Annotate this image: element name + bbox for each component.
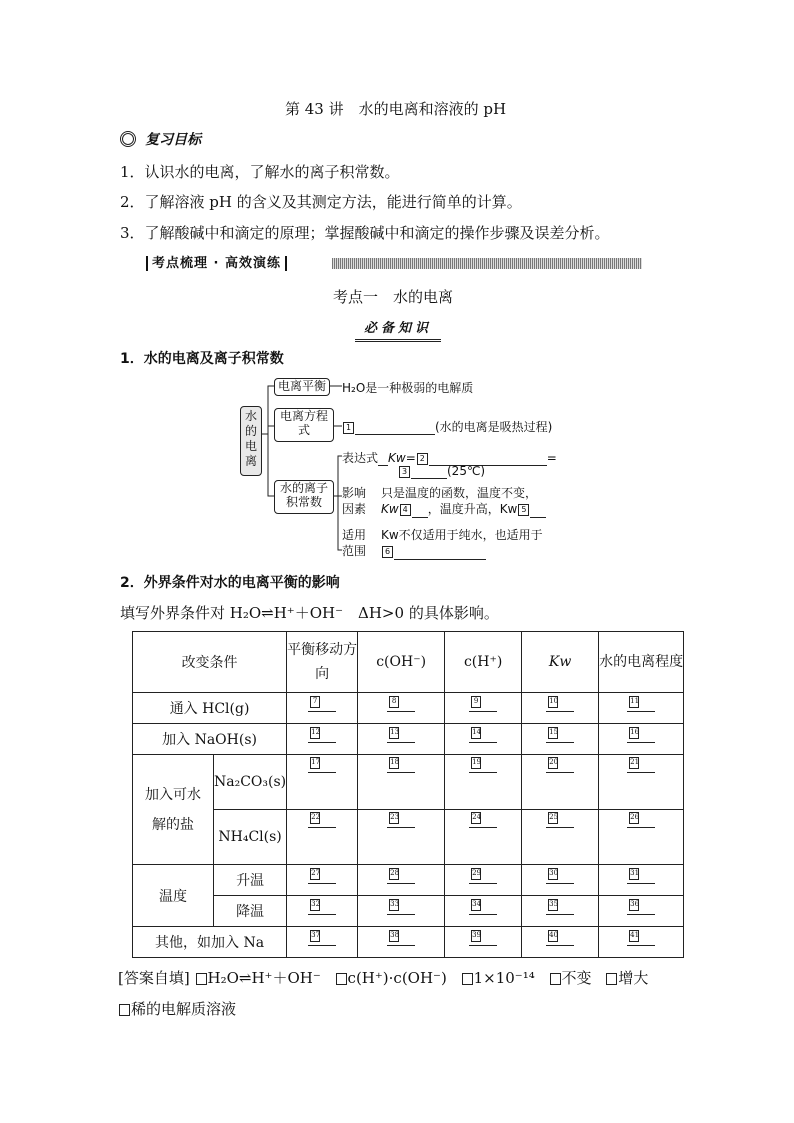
table-row: 加入可水解的盐 Na₂CO₃(s) 17 18 19 20 21 [133, 755, 684, 810]
blank-3-line [411, 464, 447, 479]
kaodian-title: 考点一 水的电离 [333, 288, 454, 306]
blank-3-box: 3 [399, 466, 410, 478]
answer-box-6 [119, 1004, 130, 1016]
answer-box-5 [606, 973, 617, 985]
section-2-heading: 2．外界条件对水的电离平衡的影响 [120, 575, 340, 591]
banner-stripe [332, 258, 642, 269]
blank-1-box: 1 [343, 422, 354, 434]
ionization-mindmap [238, 372, 558, 567]
mindmap-equation-note: (水的电离是吸热过程) [435, 420, 553, 434]
th-c-h: c(H⁺) [445, 632, 522, 693]
review-item-3: 3．了解酸碱中和滴定的原理；掌握酸碱中和滴定的操作步骤及误差分析。 [120, 224, 610, 242]
table-row: NH₄Cl(s) 22 23 24 25 26 [133, 810, 684, 865]
answer-box-4 [550, 973, 561, 985]
mindmap-infl-text: 只是温度的函数，温度不变， Kw 4 ，温度升高，Kw 5 [381, 485, 546, 518]
mindmap-equation-row [342, 418, 552, 435]
section-banner [146, 256, 646, 271]
mindmap-node-equation: 电离方程式 [274, 408, 334, 442]
mindmap-equilibrium-text: H₂O是一种极弱的电解质 [342, 381, 474, 395]
influence-table [132, 631, 684, 958]
fill-intro: 填写外界条件对 H₂O⇌H⁺＋OH⁻ ΔH>0 的具体影响。 [120, 604, 499, 622]
bibei-badge: 必备知识 [355, 317, 441, 342]
blank-1-line [355, 420, 435, 435]
mindmap-scope-label: 适用 范围 [342, 528, 367, 558]
th-kw: Kw [522, 632, 599, 693]
table-row: 温度 升温 27 28 29 30 31 [133, 865, 684, 896]
mindmap-node-kw: 水的离子积常数 [274, 480, 334, 514]
th-c-oh: c(OH⁻) [358, 632, 445, 693]
blank-5-box: 5 [518, 504, 529, 516]
blank-4-box: 4 [400, 504, 411, 516]
review-item-2: 2．了解溶液 pH 的含义及其测定方法，能进行简单的计算。 [120, 193, 522, 211]
mindmap-root: 水的电离 [240, 406, 262, 476]
review-item-1: 1．认识水的电离，了解水的离子积常数。 [120, 163, 400, 181]
review-heading: 复习目标 [120, 128, 201, 149]
mindmap-expr-row: 表达式 Kw= 2 = [342, 451, 557, 465]
table-row: 加入 NaOH(s) 12 13 14 15 16 [133, 724, 684, 755]
mindmap-scope-text: Kw不仅适用于纯水，也适用于 6 [381, 527, 543, 560]
th-condition: 改变条件 [133, 632, 287, 693]
banner-label: 考点梳理 · 高效演练 [146, 256, 287, 271]
table-row: 降温 32 33 34 35 36 [133, 896, 684, 927]
mindmap-infl-label: 影响 因素 [342, 486, 367, 516]
mindmap-expr-row-2: 3 (25℃) [398, 464, 485, 479]
blank-2-box: 2 [417, 453, 428, 465]
mindmap-node-equilibrium: 电离平衡 [274, 378, 330, 396]
target-icon [120, 131, 136, 147]
answers-line-2: 稀的电解质溶液 [118, 998, 236, 1019]
table-row: 其他，如加入 Na 37 38 39 40 41 [133, 927, 684, 958]
th-direction: 平衡移动方向 [287, 632, 358, 693]
answer-box-2 [336, 973, 347, 985]
section-1-heading: 1．水的电离及离子积常数 [120, 351, 284, 367]
table-row: 通入 HCl(g) 7 8 9 10 11 [133, 693, 684, 724]
blank-6-box: 6 [382, 546, 393, 558]
page-title: 第 43 讲 水的电离和溶液的 pH [285, 100, 507, 118]
answer-box-3 [462, 973, 473, 985]
answers-line-1: [答案自填] H₂O⇌H⁺＋OH⁻ c(H⁺)·c(OH⁻) 1×10⁻¹⁴ 不变 增大 [118, 969, 649, 987]
th-degree: 水的电离程度 [599, 632, 684, 693]
answer-box-1 [196, 973, 207, 985]
